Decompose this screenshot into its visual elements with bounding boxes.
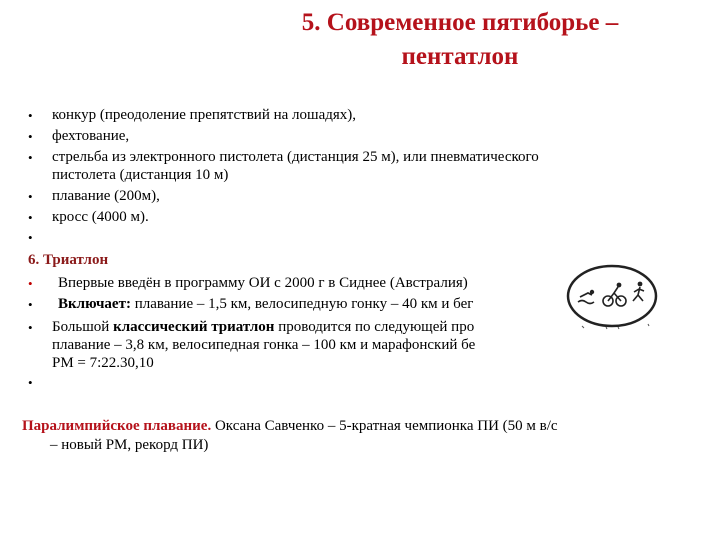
bullet: • — [28, 189, 33, 204]
bullet: • — [28, 150, 33, 165]
paralympic-text-line2: – новый РМ, рекорд ПИ) — [50, 437, 209, 453]
paralympic-heading: Паралимпийское плавание. — [22, 418, 212, 434]
text-segment: Большой — [52, 319, 114, 335]
classic-label: классический триатлон — [113, 319, 275, 335]
triathlon-icon — [566, 264, 658, 330]
bullet: • — [28, 276, 33, 291]
list-item: конкур (преодоление препятствий на лошадях), — [52, 107, 357, 123]
paralympic-text: Оксана Савченко – 5-кратная чемпионка ПИ (50 м в/с — [211, 418, 558, 434]
list-item: плавание (200м), — [52, 188, 160, 204]
triathlon-heading: 6. Триатлон — [28, 252, 109, 268]
text-segment: проводится по следующей про — [274, 319, 475, 335]
list-item: стрельба из электронного пистолета (дистанция 25 м), или пневматического — [52, 149, 539, 165]
list-item: кросс (4000 м). — [52, 209, 149, 225]
includes-text: плавание – 1,5 км, велосипедную гонку – 40 км и бег — [130, 296, 474, 312]
title-line1: 5. Современное пятиборье – — [301, 9, 619, 36]
bullet: • — [28, 297, 33, 312]
list-item-continuation: пистолета (дистанция 10 м) — [52, 167, 229, 183]
list-item-continuation: плавание – 3,8 км, велосипедная гонка – 100 км и марафонский бе — [52, 337, 476, 353]
bullet: • — [28, 210, 33, 225]
list-item: Впервые введён в программу ОИ с 2000 г в Сиднее (Австралия) — [58, 275, 468, 291]
page-title — [230, 6, 690, 74]
list-item: фехтование, — [52, 128, 130, 144]
title-line2: пентатлон — [401, 43, 519, 70]
bullet: • — [28, 129, 33, 144]
bullet: • — [28, 108, 33, 123]
bullet: • — [28, 230, 33, 245]
bullet: • — [28, 320, 33, 335]
bullet: • — [28, 375, 33, 390]
includes-label: Включает: — [58, 296, 131, 312]
paralympic-paragraph — [22, 417, 702, 455]
list-item — [58, 295, 473, 313]
list-item-continuation: РМ = 7:22.30,10 — [52, 355, 154, 371]
list-item — [52, 318, 474, 336]
